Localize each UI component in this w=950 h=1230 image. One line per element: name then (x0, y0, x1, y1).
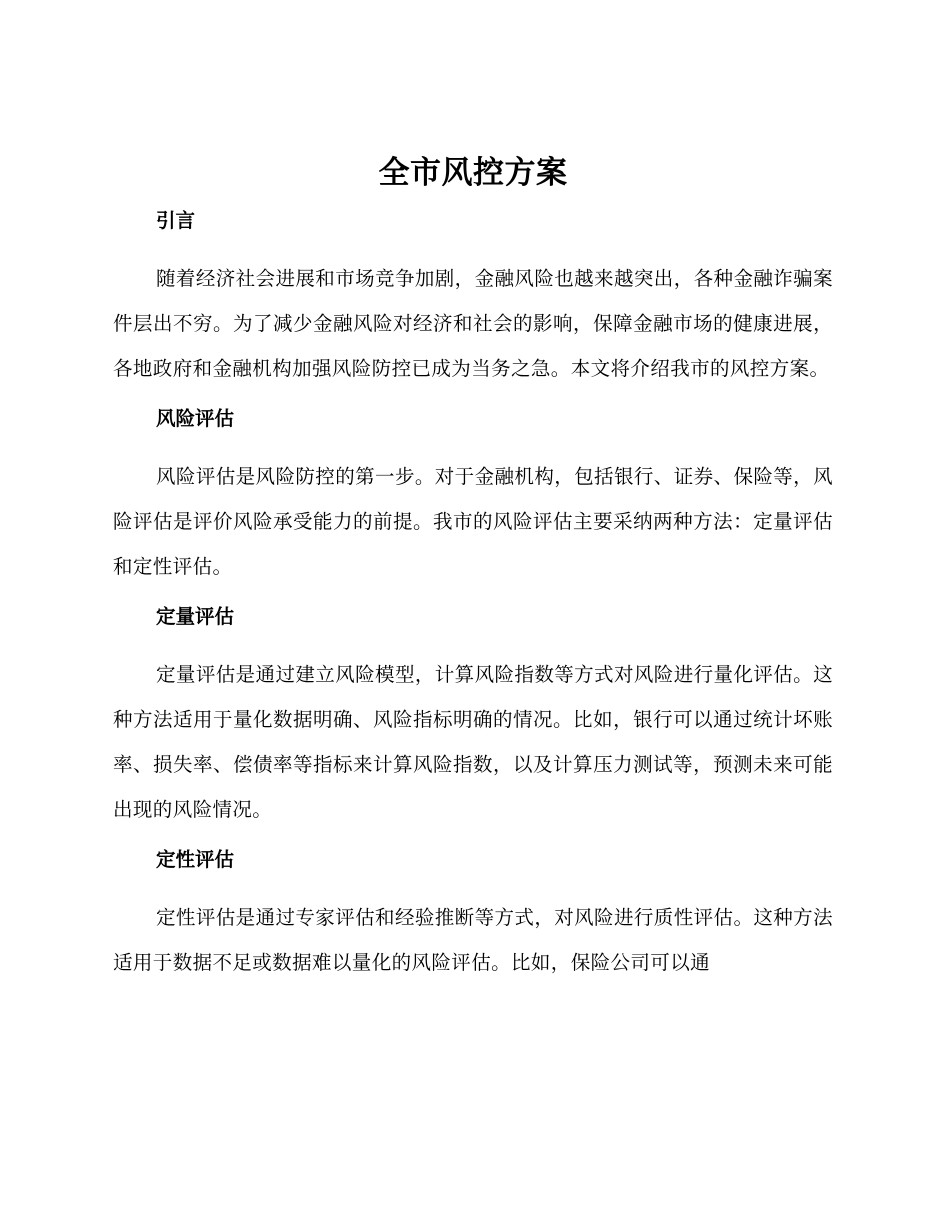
section-paragraph-introduction: 随着经济社会进展和市场竞争加剧，金融风险也越来越突出，各种金融诈骗案件层出不穷。为了减少金融风险对经济和社会的影响，保障金融市场的健康进展，各地政府和金融机构加强风险防控已成为当务之急。本文将介绍我市的风控方案。 (113, 267, 833, 380)
section-heading-introduction: 引言 (156, 209, 196, 232)
section-paragraph-qualitative-assessment: 定性评估是通过专家评估和经验推断等方式，对风险进行质性评估。这种方法适用于数据不足或数据难以量化的风险评估。比如，保险公司可以通 (113, 906, 833, 974)
section-heading-qualitative-assessment: 定性评估 (156, 848, 235, 871)
section-heading-quantitative-assessment: 定量评估 (156, 605, 235, 628)
section-paragraph-risk-assessment: 风险评估是风险防控的第一步。对于金融机构，包括银行、证券、保险等，风险评估是评价风险承受能力的前提。我市的风险评估主要采纳两种方法：定量评估和定性评估。 (113, 465, 833, 578)
section-heading-risk-assessment: 风险评估 (156, 407, 235, 430)
document-title: 全市风控方案 (378, 155, 568, 191)
document-body (113, 150, 833, 985)
section-paragraph-quantitative-assessment: 定量评估是通过建立风险模型，计算风险指数等方式对风险进行量化评估。这种方法适用于量化数据明确、风险指标明确的情况。比如，银行可以通过统计坏账率、损失率、偿债率等指标来计算风险指数，以及计算压力测试等，预测未来可能出现的风险情况。 (113, 663, 833, 821)
